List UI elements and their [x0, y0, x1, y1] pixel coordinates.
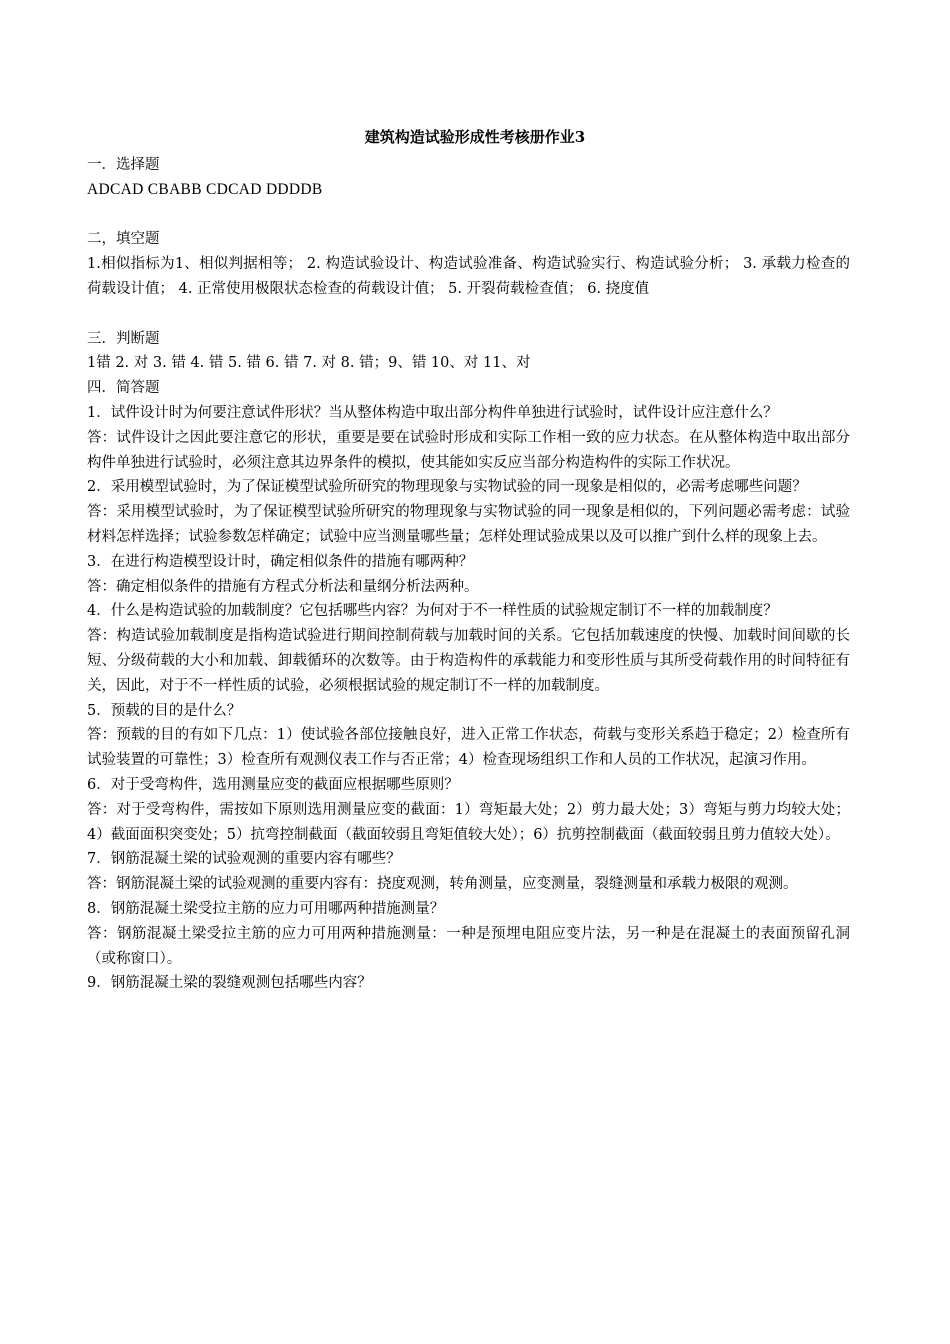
answer-6: 答：对于受弯构件，需按如下原则选用测量应变的截面：1）弯矩最大处；2）剪力最大处；3）弯矩与剪力均较大处；4）截面面积突变处；5）抗弯控制截面（截面较弱且弯矩值较大处）；6）抗剪控制截面（截面较弱且剪力值较大处）。	[87, 801, 850, 843]
question-9: 9．钢筋混凝土梁的裂缝观测包括哪些内容？	[87, 975, 372, 992]
question-3: 3．在进行构造模型设计时，确定相似条件的措施有哪两种？	[87, 553, 474, 570]
section-heading-short-answer: 四．简答题	[87, 380, 160, 397]
answer-5: 答：预载的目的有如下几点：1）使试验各部位接触良好，进入正常工作状态，荷载与变形关系趋于稳定；2）检查所有试验装置的可靠性；3）检查所有观测仪表工作与否正常；4）检查现场组织工作和人员的工作状况，起演习作用。	[87, 727, 850, 769]
question-1: 1．试件设计时为何要注意试件形状？当从整体构造中取出部分构件单独进行试验时，试件设计应注意什么？	[87, 404, 778, 421]
section-heading-choice: 一．选择题	[87, 157, 160, 173]
question-5: 5．预载的目的是什么？	[87, 702, 242, 719]
choice-answers: ADCAD CBABB CDCAD DDDDB	[87, 180, 323, 198]
question-8: 8．钢筋混凝土梁受拉主筋的应力可用哪两种措施测量？	[87, 900, 445, 917]
answer-2: 答：采用模型试验时，为了保证模型试验所研究的物理现象与实物试验的同一现象是相似的，下列问题必需考虑：试验材料怎样选择；试验参数怎样确定；试验中应当测量哪些量；怎样处理试验成果以及可以推广到什么样的现象上去。	[87, 504, 850, 545]
answer-3: 答：确定相似条件的措施有方程式分析法和量纲分析法两种。	[87, 578, 479, 595]
question-6: 6．对于受弯构件，选用测量应变的截面应根据哪些原则？	[87, 776, 459, 793]
section-heading-fill: 二，填空题	[87, 231, 160, 248]
question-2: 2．采用模型试验时，为了保证模型试验所研究的物理现象与实物试验的同一现象是相似的，必需考虑哪些问题？	[87, 479, 807, 496]
document-title: 建筑构造试验形成性考核册作业3	[364, 128, 586, 146]
question-7: 7．钢筋混凝土梁的试验观测的重要内容有哪些？	[87, 851, 401, 868]
judge-answers: 1错 2. 对 3. 错 4. 错 5. 错 6. 错 7. 对 8. 错；9、错 10、对 11、对	[87, 355, 531, 372]
answer-4: 答：构造试验加载制度是指构造试验进行期间控制荷载与加载时间的关系。它包括加载速度的快慢、加载时间间歇的长短、分级荷载的大小和加载、卸载循环的次数等。由于构造构件的承载能力和变形性质与其所受荷载作用的时间特征有关，因此，对于不一样性质的试验，必须根据试验的规定制订不一样的加载制度。	[87, 628, 850, 694]
section-heading-judge: 三．判断题	[87, 330, 160, 347]
question-4: 4．什么是构造试验的加载制度？它包括哪些内容？为何对于不一样性质的试验规定制订不一样的加载制度？	[87, 603, 778, 620]
blank-line	[87, 203, 850, 228]
answer-8: 答：钢筋混凝土梁受拉主筋的应力可用两种措施测量：一种是预埋电阻应变片法，另一种是在混凝土的表面预留孔洞（或称窗口）。	[87, 925, 850, 967]
document-body	[87, 153, 850, 996]
blank-line	[87, 302, 850, 327]
answer-7: 答：钢筋混凝土梁的试验观测的重要内容有：挠度观测，转角测量，应变测量，裂缝测量和承载力极限的观测。	[87, 876, 798, 893]
fill-answers: 1.相似指标为1、相似判据相等； 2. 构造试验设计、构造试验准备、构造试验实行、构造试验分析； 3. 承载力检查的荷载设计值； 4. 正常使用极限状态检查的荷载设计值； 5. 开裂荷载检查值； 6. 挠度值	[87, 256, 850, 297]
answer-1: 答：试件设计之因此要注意它的形状，重要是要在试验时形成和实际工作相一致的应力状态。在从整体构造中取出部分构件单独进行试验时，必须注意其边界条件的模拟，使其能如实反应当部分构造构件的实际工作状况。	[87, 429, 850, 471]
